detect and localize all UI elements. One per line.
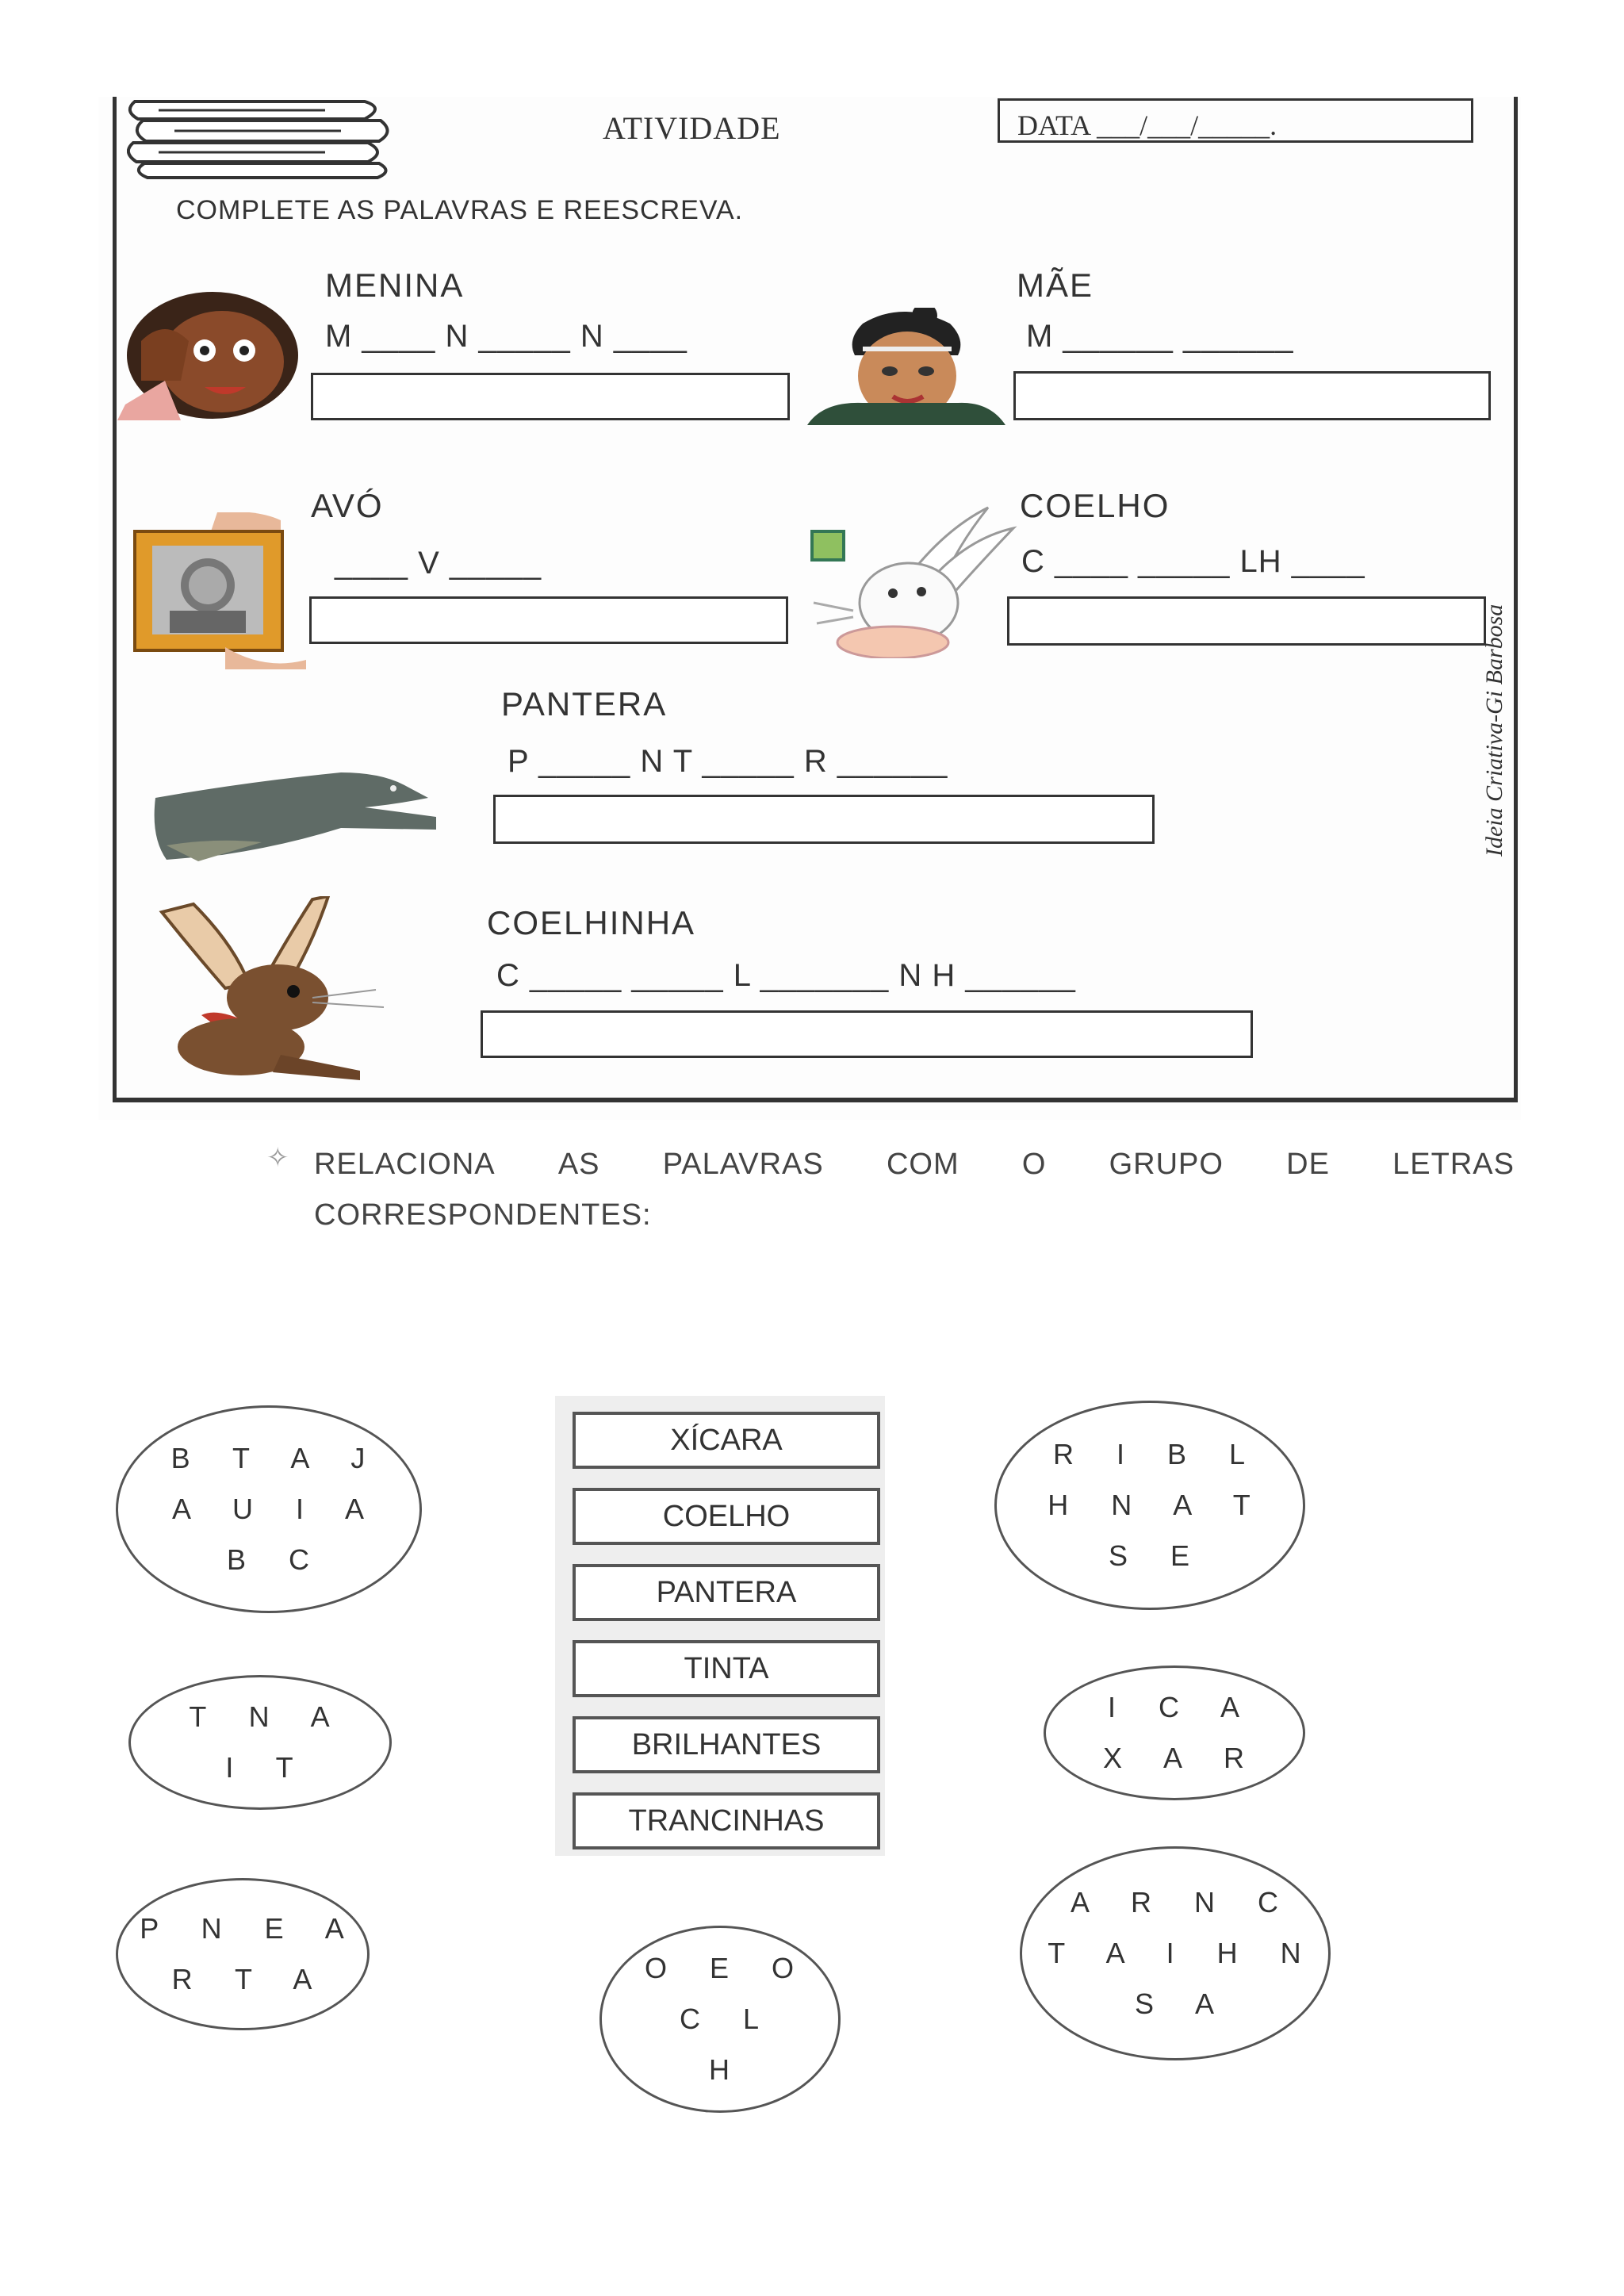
word-box[interactable]: PANTERA	[573, 1564, 880, 1621]
instruction-word: GRUPO	[1109, 1148, 1224, 1181]
grandmother-photo-illustration	[130, 512, 306, 669]
letter-row: B C	[226, 1543, 327, 1576]
word-box[interactable]: TINTA	[573, 1640, 880, 1697]
credit-text: Ideia Criativa-Gi Barbosa	[1481, 604, 1507, 857]
word-menina: MENINA	[325, 266, 465, 304]
answer-box-mae[interactable]	[1013, 371, 1491, 420]
pattern-coelho: C ____ _____ LH ____	[1021, 544, 1365, 579]
instruction-word: COM	[886, 1148, 959, 1181]
pattern-mae: M ______ ______	[1026, 319, 1294, 354]
letter-group-oval[interactable]	[116, 1405, 422, 1613]
letter-row: S E	[1108, 1539, 1208, 1572]
letter-group-oval[interactable]	[128, 1675, 392, 1810]
instruction-word: RELACIONA	[314, 1148, 496, 1181]
answer-box-coelho[interactable]	[1007, 596, 1486, 646]
page-title: ATIVIDADE	[603, 110, 781, 146]
word-box[interactable]: TRANCINHAS	[573, 1792, 880, 1849]
word-pantera: PANTERA	[501, 685, 668, 723]
instruction-word: DE	[1286, 1148, 1330, 1181]
word-box[interactable]: XÍCARA	[573, 1412, 880, 1469]
letter-row: O E O	[644, 1952, 812, 1984]
letter-row: S A	[1134, 1987, 1232, 2020]
answer-box-menina[interactable]	[311, 373, 790, 420]
bunny-illustration	[154, 896, 404, 1083]
mother-illustration	[807, 308, 1005, 425]
letter-row: P N E A	[140, 1912, 362, 1945]
letter-row: C L	[679, 2003, 777, 2035]
pattern-menina: M ____ N _____ N ____	[325, 319, 688, 354]
letter-row: A R N C	[1070, 1886, 1297, 1918]
date-field[interactable]: DATA ___/___/_____.	[998, 98, 1473, 143]
letter-row: T A I H N	[1048, 1937, 1319, 1969]
letter-group-oval[interactable]	[1020, 1846, 1331, 2060]
letter-row: R T A	[171, 1963, 330, 1995]
word-coelho: COELHO	[1020, 487, 1170, 524]
instruction-word: LETRAS	[1392, 1148, 1515, 1181]
letter-group-oval[interactable]	[994, 1401, 1305, 1610]
letter-row: R I B L	[1052, 1438, 1263, 1470]
letter-row: T N A	[189, 1700, 347, 1733]
instruction-word: O	[1021, 1148, 1047, 1181]
answer-box-coelhinha[interactable]	[481, 1010, 1253, 1058]
instruction-word: AS	[557, 1148, 600, 1181]
answer-box-pantera[interactable]	[493, 795, 1155, 844]
letter-row: I C A	[1107, 1691, 1258, 1723]
letter-row: X A R	[1102, 1742, 1262, 1774]
section2-instruction	[270, 1139, 1515, 1240]
letter-row: A U I A	[171, 1493, 382, 1525]
pattern-avo: ____ V _____	[335, 546, 542, 581]
letter-group-oval[interactable]	[1044, 1665, 1305, 1800]
books-illustration	[127, 97, 396, 179]
letter-row: B T A J	[170, 1442, 383, 1474]
word-box[interactable]: BRILHANTES	[573, 1716, 880, 1773]
girl-illustration	[117, 286, 303, 420]
instruction-line-2: CORRESPONDENTES:	[314, 1198, 652, 1232]
letter-row: H N A T	[1048, 1489, 1268, 1521]
letter-group-oval[interactable]	[599, 1926, 841, 2113]
word-avo: AVÓ	[311, 487, 384, 524]
letter-row: I T	[225, 1751, 311, 1784]
word-mae: MÃE	[1017, 266, 1094, 304]
panther-illustration	[151, 766, 447, 863]
letter-group-oval[interactable]	[116, 1878, 370, 2030]
word-box[interactable]: COELHO	[573, 1488, 880, 1545]
answer-box-avo[interactable]	[309, 596, 788, 644]
word-coelhinha: COELHINHA	[487, 904, 696, 941]
instruction-text: COMPLETE AS PALAVRAS E REESCREVA.	[176, 195, 744, 225]
pattern-pantera: P _____ N T _____ R ______	[508, 744, 948, 779]
instruction-word: PALAVRAS	[662, 1148, 824, 1181]
rabbit-illustration	[806, 500, 1028, 658]
letter-row: H	[709, 2053, 747, 2086]
bullet-icon: ✧	[266, 1143, 289, 1173]
pattern-coelhinha: C _____ _____ L _______ N H ______	[496, 958, 1076, 993]
